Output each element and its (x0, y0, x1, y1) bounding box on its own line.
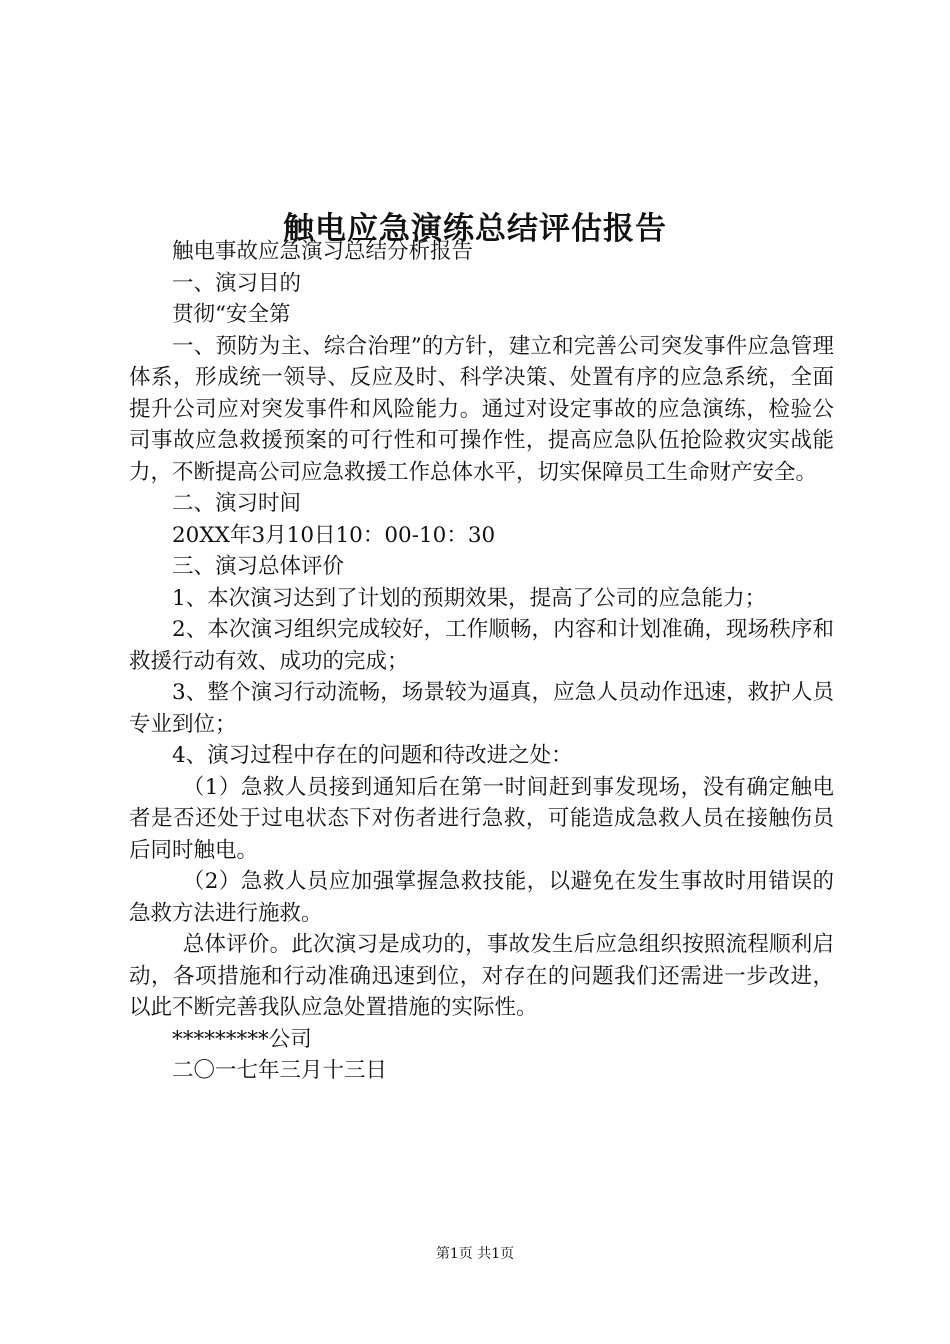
issue-item-1: （1）急救人员接到通知后在第一时间赶到事发现场，没有确定触电者是否还处于过电状态下对伤者进行急救，可能造成急救人员在接触伤员后同时触电。 (129, 774, 834, 863)
paragraph-report-subtitle: 触电事故应急演习总结分析报告 (172, 239, 474, 264)
paragraph-overall-evaluation: 总体评价。此次演习是成功的，事故发生后应急组织按照流程顺利启动，各项措施和行动准确迅速到位，对存在的问题我们还需进一步改进，以此不断完善我队应急处置措施的实际性。 (129, 932, 834, 1020)
section-heading-evaluation: 三、演习总体评价 (172, 554, 345, 579)
document-title: 触电应急演练总结评估报告 (283, 210, 667, 247)
evaluation-item-2: 2、本次演习组织完成较好，工作顺畅，内容和计划准确，现场秩序和救援行动有效、成功的完成； (129, 617, 834, 674)
document-body (129, 236, 834, 1087)
evaluation-item-1: 1、本次演习达到了计划的预期效果，提高了公司的应急能力； (172, 585, 767, 611)
evaluation-item-3: 3、整个演习行动流畅，场景较为逼真，应急人员动作迅速，救护人员专业到位； (129, 680, 834, 737)
signature-company: *********公司 (172, 1026, 312, 1052)
signature-date: 二〇一七年三月十三日 (172, 1058, 388, 1083)
evaluation-item-4: 4、演习过程中存在的问题和待改进之处： (172, 743, 573, 768)
paragraph-purpose-lead: 贯彻“安全第 (172, 302, 291, 327)
paragraph-drill-time: 20XX年3月10日10：00-10：30 (172, 522, 496, 548)
issue-item-2: （2）急救人员应加强掌握急救技能，以避免在发生事故时用错误的急救方法进行施救。 (129, 869, 834, 926)
section-heading-purpose: 一、演习目的 (172, 270, 302, 296)
page-footer: 第1页 共1页 (435, 1246, 515, 1262)
section-heading-time: 二、演习时间 (172, 491, 302, 516)
paragraph-purpose-body: 一、预防为主、综合治理”的方针，建立和完善公司突发事件应急管理体系，形成统一领导、反应及时、科学决策、处置有序的应急系统，全面提升公司应对突发事件和风险能力。通过对设定事故的应急演练，检验公司事故应急救援预案的可行性和可操作性，提高应急队伍抢险救灾实战能力，不断提高公司应急救援工作总体水平，切实保障员工生命财产安全。 (129, 333, 834, 485)
